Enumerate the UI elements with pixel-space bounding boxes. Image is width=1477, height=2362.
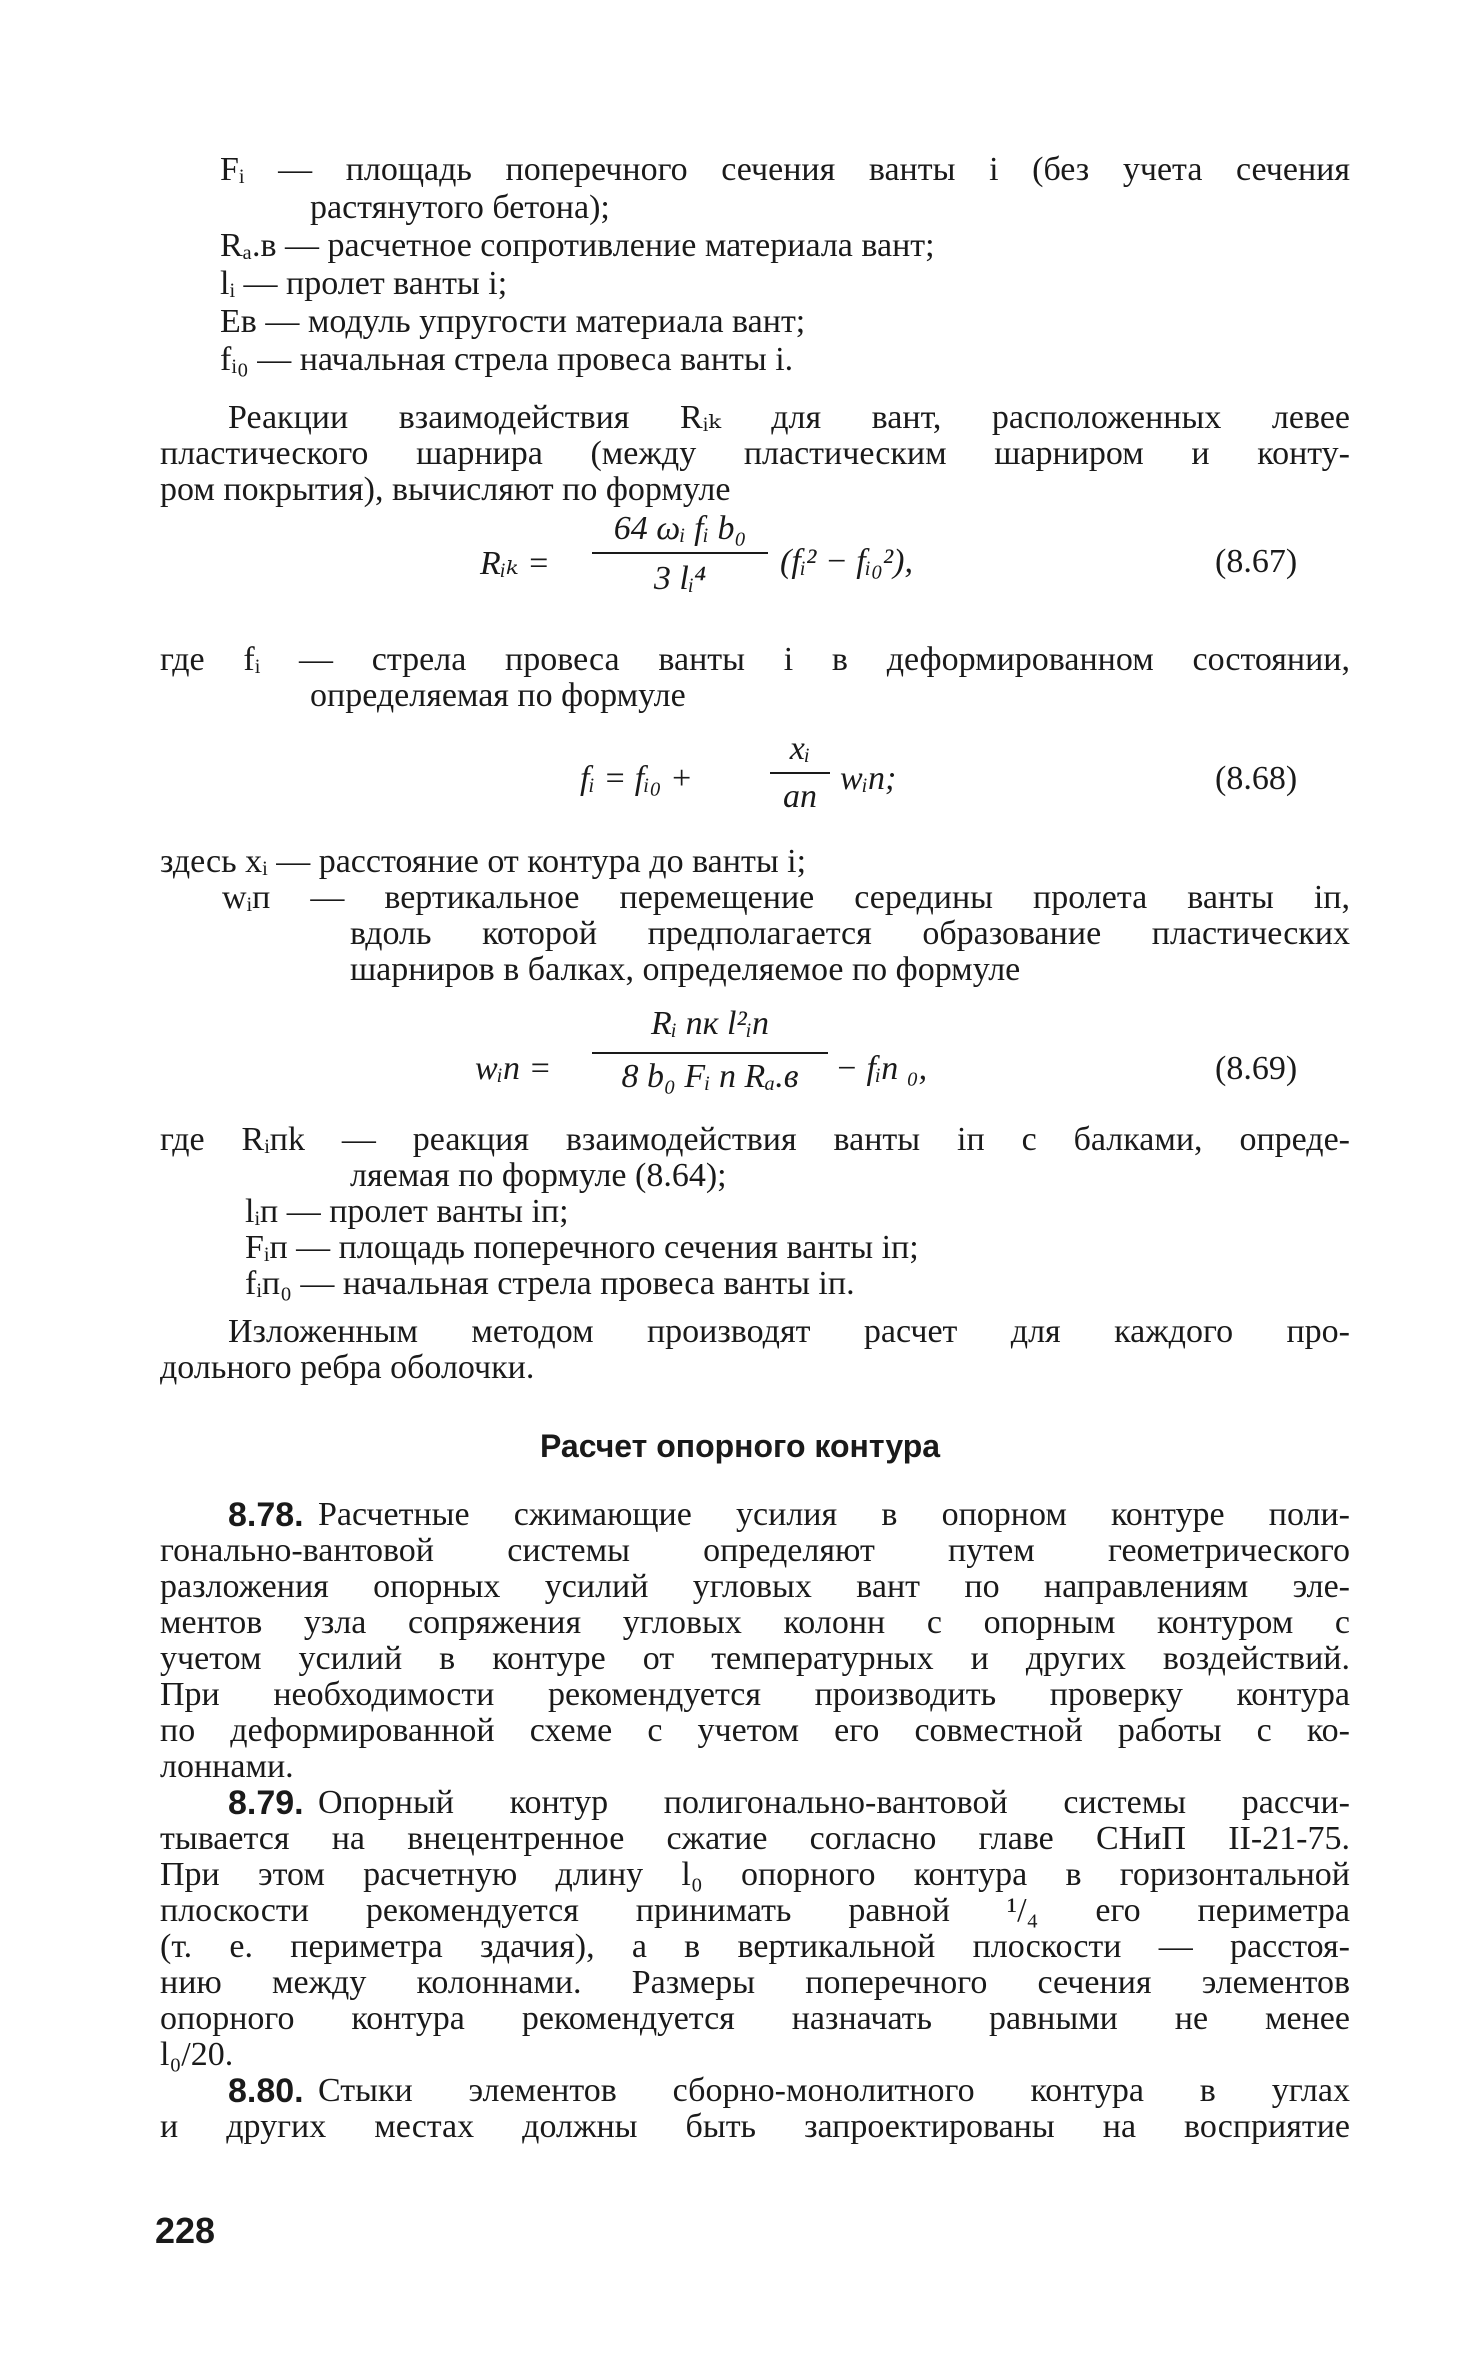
paragraph-line: Изложенным методом производят расчет для каждого про- [228, 1313, 1350, 1350]
equation-rhs: (fᵢ² − fᵢ₀²), [780, 543, 913, 580]
equation-number: (8.69) [1215, 1050, 1298, 1087]
paragraph-line: где fᵢ — стрела провеса ванты i в деформированном состоянии, [160, 641, 1350, 678]
clause-number: 8.80. [228, 2072, 304, 2110]
definition-line: Eв — модуль упругости материала вант; [220, 303, 806, 340]
definition-line: где Rᵢпk — реакция взаимодействия ванты iп с балками, опреде- [160, 1121, 1350, 1158]
paragraph-line: wᵢп — вертикальное перемещение середины пролета ванты iп, [222, 879, 1350, 916]
paragraph-line: Опорный контур полигонально-вантовой системы рассчи- [318, 1784, 1350, 1821]
equation-numerator: 64 ωᵢ fᵢ b₀ [613, 510, 747, 547]
section-heading: Расчет опорного контура [540, 1428, 941, 1464]
definition-line: fᵢп₀ — начальная стрела провеса ванты iп. [245, 1265, 855, 1302]
equation-rhs: − fᵢп ₀, [835, 1050, 928, 1087]
paragraph-line: шарниров в балках, определяемое по формуле [350, 951, 1021, 988]
paragraph-line: опорного контура рекомендуется назначать равными не менее [160, 2000, 1350, 2037]
equation-denominator: 3 lᵢ⁴ [653, 560, 707, 597]
equation-numerator: Rᵢ пк l²ᵢп [650, 1005, 770, 1042]
paragraph-line: учетом усилий в контуре от температурных и других воздействий. [160, 1640, 1350, 1677]
equation-number: (8.67) [1215, 543, 1298, 580]
paragraph-line: ментов узла сопряжения угловых колонн с опорным контуром с [160, 1604, 1350, 1641]
equation-number: (8.68) [1215, 760, 1298, 797]
equation-rhs: wᵢп; [840, 760, 897, 797]
equation-lhs: fᵢ = fᵢ₀ + [580, 760, 693, 797]
paragraph-line: При этом расчетную длину l₀ опорного контура в горизонтальной [160, 1856, 1350, 1893]
equation-lhs: Rᵢₖ = [480, 545, 550, 582]
paragraph-line: плоскости рекомендуется принимать равной ¹/₄ его периметра [160, 1892, 1350, 1929]
paragraph-line: здесь xᵢ — расстояние от контура до ванты i; [160, 843, 807, 880]
paragraph-line: лоннами. [160, 1748, 294, 1785]
paragraph-line: нию между колоннами. Размеры поперечного сечения элементов [160, 1964, 1350, 2001]
definition-line: lᵢ — пролет ванты i; [220, 265, 508, 302]
paragraph-line: гонально-вантовой системы определяют путем геометрического [160, 1532, 1350, 1569]
paragraph-line: дольного ребра оболочки. [160, 1349, 535, 1386]
fraction-bar [592, 1052, 828, 1054]
definition-line: растянутого бетона); [310, 189, 610, 226]
paragraph-line: Стыки элементов сборно-монолитного контура в углах [318, 2072, 1350, 2109]
equation-denominator: 8 b₀ Fᵢ п Rₐ.в [621, 1058, 799, 1095]
paragraph-line: определяемая по формуле [310, 677, 686, 714]
paragraph-line: (т. е. периметра здачия), а в вертикальной плоскости — расстоя- [160, 1928, 1350, 1965]
equation-numerator: xᵢ [789, 730, 811, 767]
definition-line: Fᵢп — площадь поперечного сечения ванты iп; [245, 1229, 919, 1266]
definition-line: Fᵢ — площадь поперечного сечения ванты i (без учета сечения [220, 151, 1350, 188]
definition-line: lᵢп — пролет ванты iп; [245, 1193, 569, 1230]
definition-line: ляемая по формуле (8.64); [350, 1157, 727, 1194]
paragraph-line: и других местах должны быть запроектированы на восприятие [160, 2108, 1350, 2145]
clause-number: 8.79. [228, 1784, 304, 1822]
paragraph-line: по деформированной схеме с учетом его совместной работы с ко- [160, 1712, 1350, 1749]
fraction-bar [592, 552, 768, 554]
paragraph-line: Расчетные сжимающие усилия в опорном контуре поли- [318, 1496, 1350, 1533]
paragraph-line: тывается на внецентренное сжатие согласно главе СНиП II-21-75. [160, 1820, 1350, 1857]
equation-lhs: wᵢп = [475, 1050, 552, 1087]
paragraph-line: ром покрытия), вычисляют по формуле [160, 471, 731, 508]
fraction-bar [770, 772, 830, 774]
paragraph-line: Реакции взаимодействия Rᵢₖ для вант, расположенных левее [228, 399, 1350, 436]
equation-denominator: aп [783, 778, 817, 815]
paragraph-line: пластического шарнира (между пластическим шарниром и конту- [160, 435, 1350, 472]
clause-number: 8.78. [228, 1496, 304, 1534]
paragraph-line: разложения опорных усилий угловых вант по направлениям эле- [160, 1568, 1350, 1605]
paragraph-line: l₀/20. [160, 2036, 234, 2073]
paragraph-line: вдоль которой предполагается образование пластических [350, 915, 1350, 952]
definition-line: fᵢ₀ — начальная стрела провеса ванты i. [220, 341, 794, 378]
page-number: 228 [155, 2210, 216, 2251]
paragraph-line: При необходимости рекомендуется производить проверку контура [160, 1676, 1350, 1713]
definition-line: Rₐ.в — расчетное сопротивление материала вант; [220, 227, 935, 264]
